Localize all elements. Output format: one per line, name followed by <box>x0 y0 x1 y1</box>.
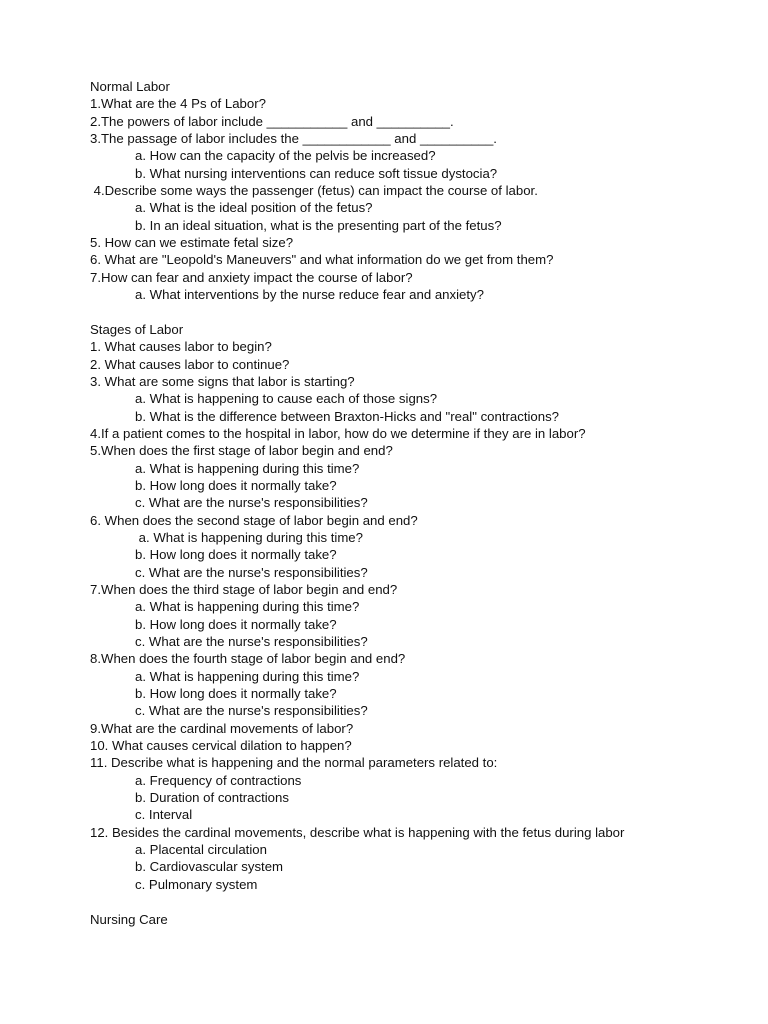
section-heading: Stages of Labor <box>90 321 184 337</box>
section-spacer <box>90 303 730 320</box>
question: 7.How can fear and anxiety impact the course of labor? <box>90 269 413 285</box>
question: 9.What are the cardinal movements of labor? <box>90 720 354 736</box>
sub-question: b. How long does it normally take? <box>135 477 337 493</box>
question: 3. What are some signs that labor is starting? <box>90 373 355 389</box>
sub-question: a. Placental circulation <box>135 842 267 858</box>
sub-question: b. How long does it normally take? <box>135 616 337 632</box>
sub-question: a. What is happening during this time? <box>135 668 360 684</box>
sub-question: b. Cardiovascular system <box>135 859 284 875</box>
question: 3.The passage of labor includes the ____________ and __________. <box>90 131 497 147</box>
question: 10. What causes cervical dilation to happen? <box>90 738 352 754</box>
question: 5.When does the first stage of labor begin and end? <box>90 443 393 459</box>
section-spacer <box>90 893 730 910</box>
question: 6. When does the second stage of labor begin and end? <box>90 512 418 528</box>
sub-question: a. What is happening during this time? <box>135 460 360 476</box>
question: 11. Describe what is happening and the normal parameters related to: <box>90 755 498 771</box>
sub-question: b. What is the difference between Braxton-Hicks and "real" contractions? <box>135 408 560 424</box>
question: 2.The powers of labor include ___________ and __________. <box>90 113 454 129</box>
sub-question: c. What are the nurse's responsibilities? <box>135 634 368 649</box>
sub-question: a. Frequency of contractions <box>135 772 302 788</box>
sub-question: a. What is the ideal position of the fetus? <box>135 200 373 216</box>
sub-question: c. What are the nurse's responsibilities? <box>135 564 368 580</box>
document-page <box>90 78 730 928</box>
sub-question: a. How can the capacity of the pelvis be increased? <box>135 148 436 164</box>
sub-question: c. Pulmonary system <box>135 876 258 892</box>
sub-question: c. What are the nurse's responsibilities? <box>135 495 368 511</box>
question: 2. What causes labor to continue? <box>90 356 290 372</box>
section-heading: Normal Labor <box>90 79 170 94</box>
question: 5. How can we estimate fetal size? <box>90 235 294 251</box>
question: 12. Besides the cardinal movements, describe what is happening with the fetus during labor <box>90 824 625 840</box>
sub-question: b. How long does it normally take? <box>135 686 337 702</box>
sub-question: a. What is happening to cause each of those signs? <box>135 391 438 407</box>
sub-question: b. What nursing interventions can reduce soft tissue dystocia? <box>135 165 498 181</box>
question: 8.When does the fourth stage of labor begin and end? <box>90 651 406 667</box>
sub-question: b. Duration of contractions <box>135 790 289 806</box>
question: 1. What causes labor to begin? <box>90 339 272 355</box>
sub-question: c. Interval <box>135 807 193 823</box>
sub-question: a. What interventions by the nurse reduce fear and anxiety? <box>135 287 484 303</box>
section-heading: Nursing Care <box>90 911 168 927</box>
question: 6. What are "Leopold's Maneuvers" and what information do we get from them? <box>90 252 554 268</box>
sub-question: b. In an ideal situation, what is the presenting part of the fetus? <box>135 217 502 233</box>
sub-question: a. What is happening during this time? <box>135 599 360 615</box>
question: 1.What are the 4 Ps of Labor? <box>90 96 266 112</box>
sub-question: b. How long does it normally take? <box>135 547 337 563</box>
question: 4.If a patient comes to the hospital in labor, how do we determine if they are in labor? <box>90 425 586 441</box>
question: 7.When does the third stage of labor begin and end? <box>90 581 398 597</box>
sub-question: a. What is happening during this time? <box>135 529 363 545</box>
question: 4.Describe some ways the passenger (fetus) can impact the course of labor. <box>90 183 538 199</box>
sub-question: c. What are the nurse's responsibilities? <box>135 703 368 719</box>
